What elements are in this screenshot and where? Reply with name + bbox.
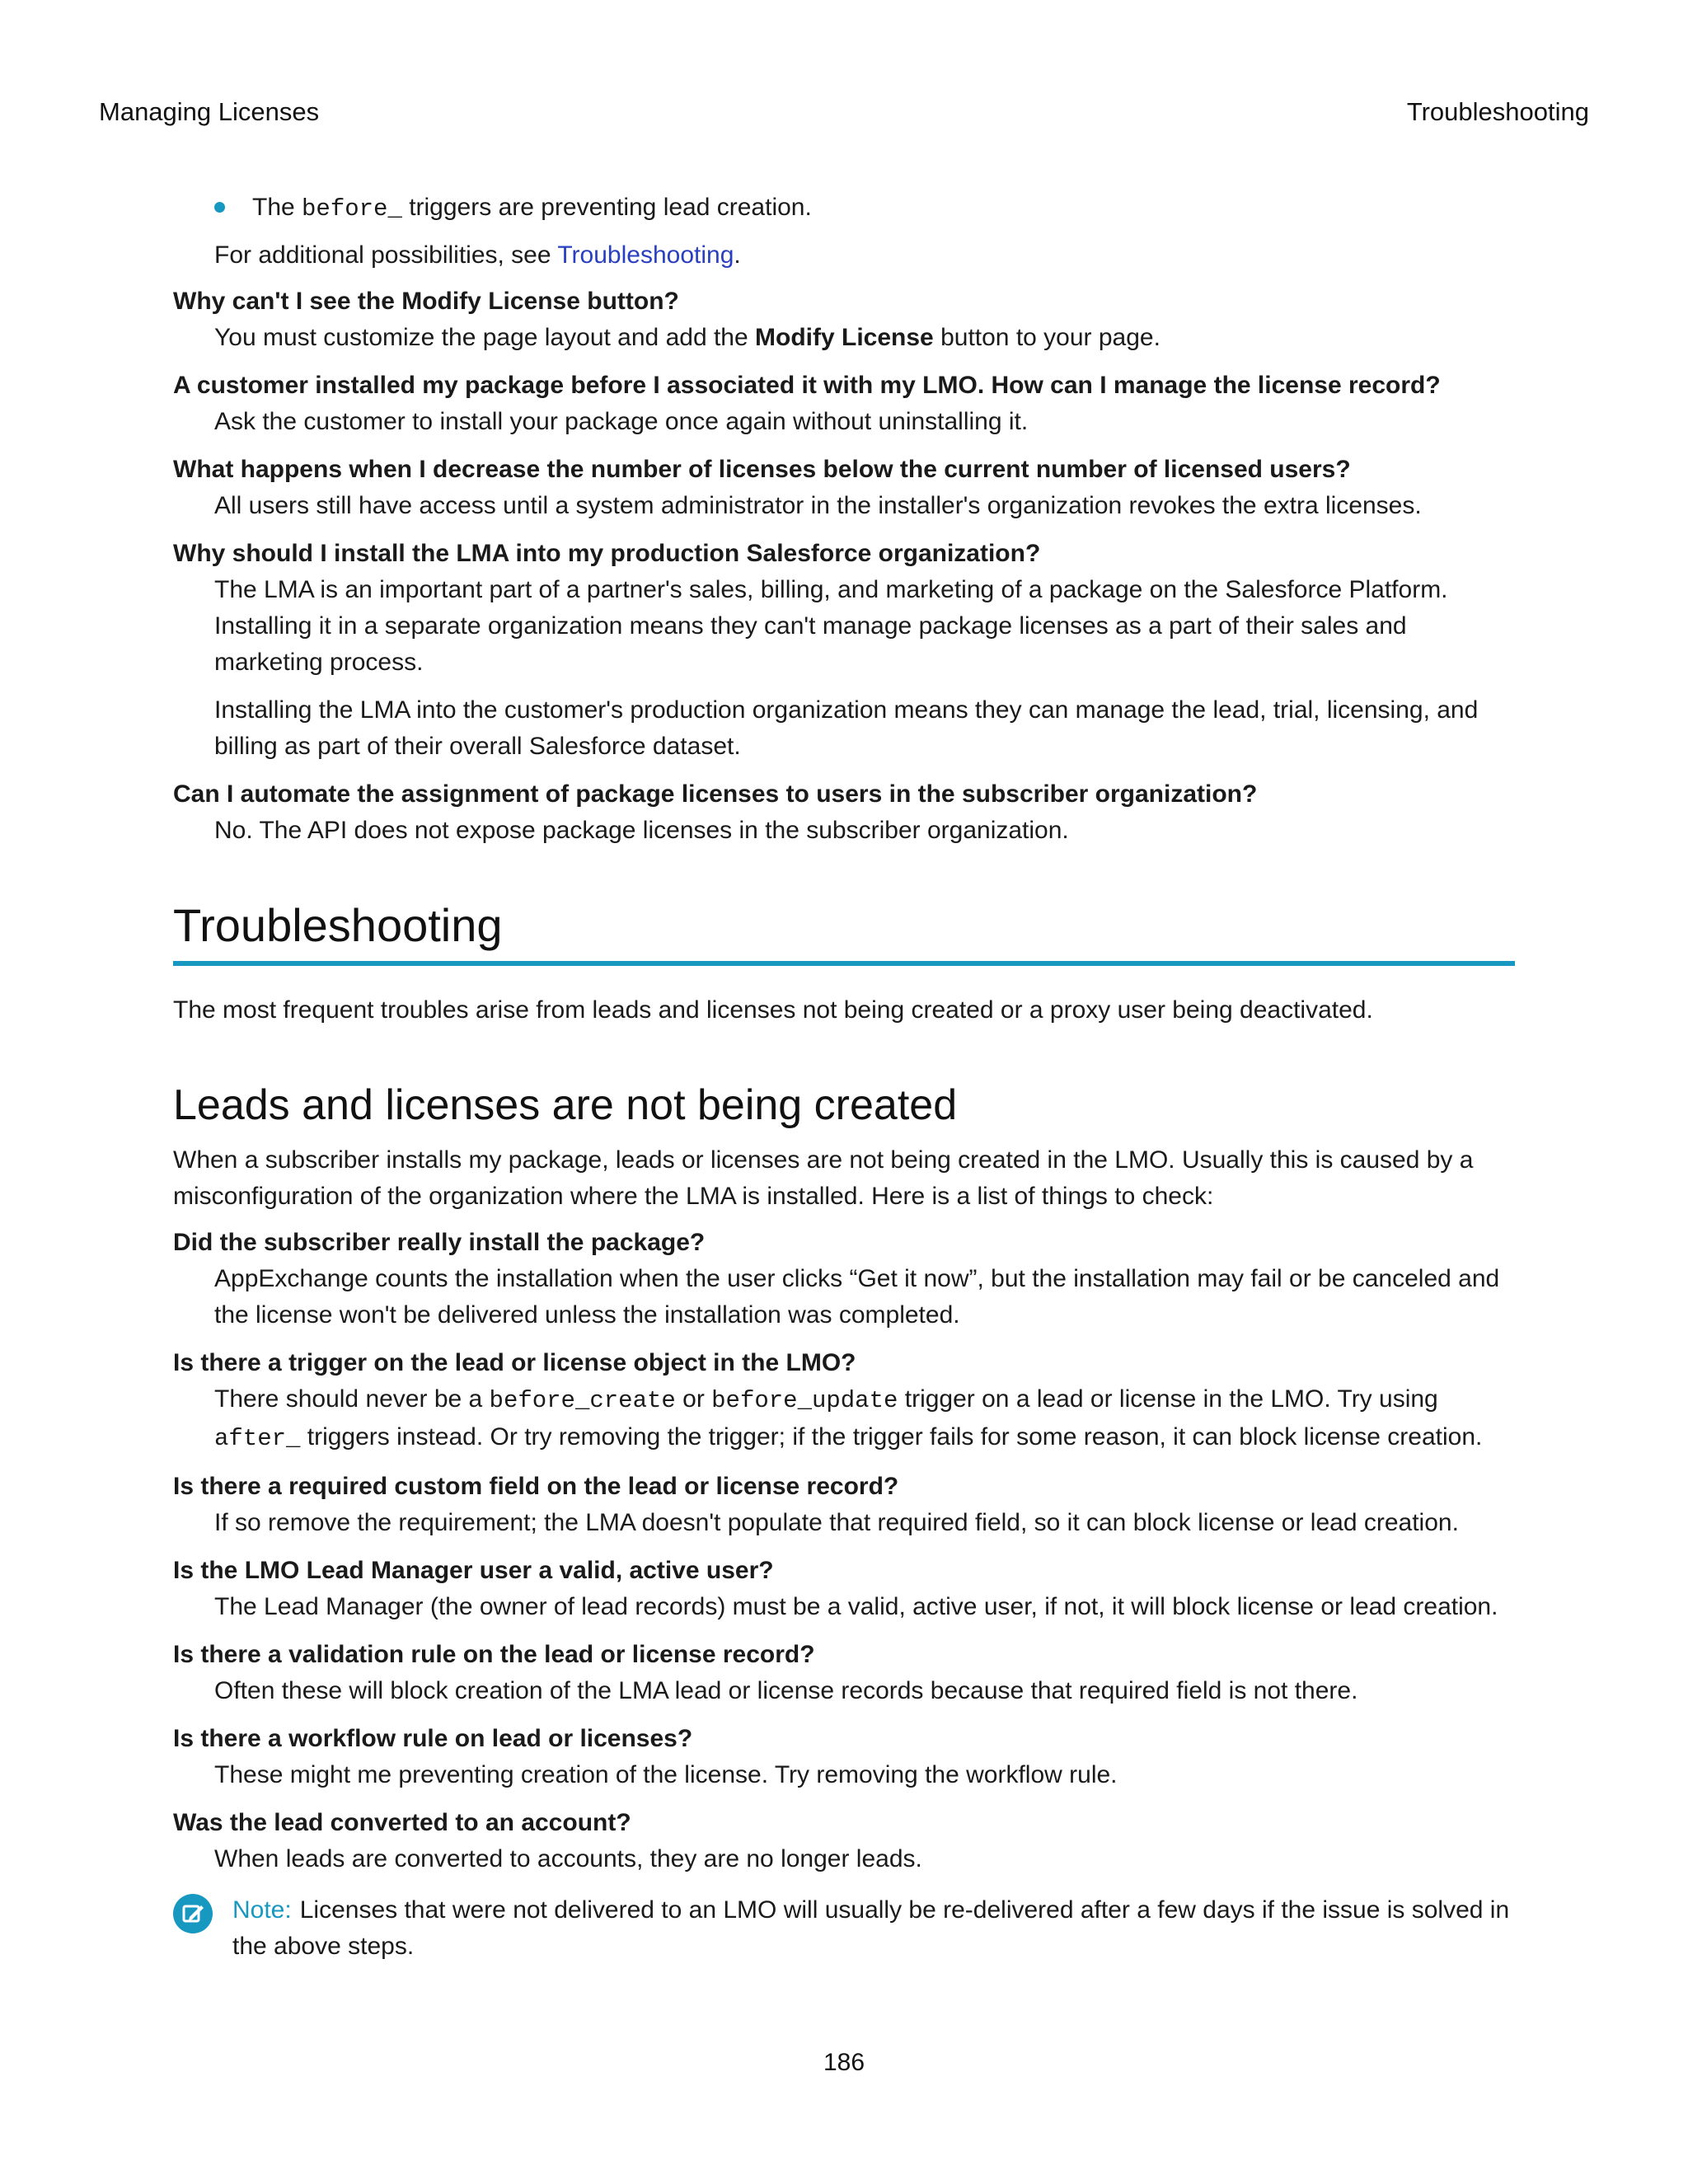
check-item: [173, 1345, 1517, 1457]
answer-code: before_update: [711, 1387, 898, 1414]
faq-item: [173, 368, 1517, 440]
answer-text: trigger on a lead or license in the LMO. Try using: [898, 1385, 1438, 1413]
check-item: [173, 1637, 1517, 1709]
faq-item: [173, 452, 1517, 524]
faq-question: Why should I install the LMA into my production Salesforce organization?: [173, 540, 1041, 567]
check-question: Was the lead converted to an account?: [173, 1809, 631, 1836]
faq-question: Can I automate the assignment of package licenses to users in the subscriber organization?: [173, 780, 1258, 808]
faq-question: What happens when I decrease the number of licenses below the current number of licensed users?: [173, 456, 1351, 483]
faq-item: [173, 776, 1517, 849]
bullet-text-post: triggers are preventing lead creation.: [401, 194, 812, 221]
bullet-code: before_: [302, 195, 402, 223]
faq-answer: The LMA is an important part of a partner's sales, billing, and marketing of a package on the Salesforce Platform. Installing it in a separate organization means they can't manage package licenses as a part of their sales and marketing process.: [214, 576, 1448, 676]
check-question: Is there a trigger on the lead or license object in the LMO?: [173, 1349, 856, 1376]
check-answer: When leads are converted to accounts, they are no longer leads.: [214, 1845, 922, 1872]
edit-note-icon: [173, 1894, 213, 1933]
check-item: [173, 1721, 1517, 1793]
check-answer: If so remove the requirement; the LMA doesn't populate that required field, so it can block license or lead creation.: [214, 1509, 1459, 1536]
bullet-dot-icon: [214, 202, 225, 213]
check-answer: The Lead Manager (the owner of lead records) must be a valid, active user, if not, it will block license or lead creation.: [214, 1593, 1498, 1620]
running-header-left: Managing Licenses: [99, 97, 320, 126]
additional-pre: For additional possibilities, see: [214, 241, 558, 269]
troubleshooting-link[interactable]: Troubleshooting: [557, 241, 734, 269]
page-content: [173, 190, 1517, 1965]
check-item: [173, 1225, 1517, 1333]
check-question: Is the LMO Lead Manager user a valid, active user?: [173, 1557, 774, 1584]
bullet-text-pre: The: [252, 194, 302, 221]
check-question: Is there a workflow rule on lead or licenses?: [173, 1725, 693, 1752]
check-answer: These might me preventing creation of the license. Try removing the workflow rule.: [214, 1761, 1118, 1788]
check-answer: [173, 1381, 1517, 1457]
answer-text: triggers instead. Or try removing the trigger; if the trigger fails for some reason, it can block license creation.: [300, 1423, 1483, 1451]
faq-item: [173, 536, 1517, 765]
check-question: Is there a validation rule on the lead or license record?: [173, 1641, 815, 1668]
faq-answer-post: button to your page.: [933, 324, 1160, 351]
running-header-right: Troubleshooting: [1406, 97, 1589, 126]
troubleshooting-intro: The most frequent troubles arise from leads and licenses not being created or a proxy user being deactivated.: [173, 996, 1373, 1024]
heading-rule: [173, 961, 1515, 966]
faq-answer: [173, 320, 1517, 356]
faq-answer-pre: You must customize the page layout and add the: [214, 324, 756, 351]
faq-answer-continued: Installing the LMA into the customer's production organization means they can manage the lead, trial, licensing, and billing as part of their overall Salesforce dataset.: [214, 696, 1479, 760]
bullet-item: [173, 190, 1517, 227]
faq-item: [173, 284, 1517, 356]
additional-post: .: [734, 241, 741, 269]
answer-text: or: [675, 1385, 712, 1413]
check-answer: AppExchange counts the installation when the user clicks “Get it now”, but the installation may fail or be canceled and the license won't be delivered unless the installation was completed.: [214, 1265, 1500, 1329]
answer-code: before_create: [489, 1387, 676, 1414]
faq-answer-bold: Modify License: [755, 324, 934, 351]
additional-possibilities: [173, 237, 1517, 274]
faq-question: A customer installed my package before I associated it with my LMO. How can I manage the license record?: [173, 372, 1441, 399]
faq-question: Why can't I see the Modify License button?: [173, 288, 679, 315]
faq-answer: Ask the customer to install your package once again without uninstalling it.: [214, 408, 1029, 435]
check-question: Did the subscriber really install the package?: [173, 1229, 706, 1256]
note-label: Note:: [232, 1896, 292, 1924]
leads-intro: When a subscriber installs my package, leads or licenses are not being created in the LMO. Usually this is caused by a misconfiguration of the organization where the LMA is installed. Here is a list of things to check:: [173, 1146, 1474, 1210]
note-callout: [173, 1892, 1517, 1965]
check-item: [173, 1469, 1517, 1541]
check-item: [173, 1805, 1517, 1877]
troubleshooting-heading: Troubleshooting: [173, 899, 503, 951]
faq-answer: All users still have access until a system administrator in the installer's organization revokes the extra licenses.: [214, 492, 1422, 519]
note-text: Licenses that were not delivered to an LMO will usually be re-delivered after a few days if the issue is solved in the above steps.: [232, 1896, 1510, 1960]
answer-text: There should never be a: [214, 1385, 490, 1413]
check-item: [173, 1553, 1517, 1625]
check-question: Is there a required custom field on the lead or license record?: [173, 1473, 899, 1500]
leads-heading: Leads and licenses are not being created: [173, 1081, 958, 1129]
check-answer: Often these will block creation of the LMA lead or license records because that required field is not there.: [214, 1677, 1358, 1704]
answer-code: after_: [214, 1425, 301, 1452]
faq-answer: No. The API does not expose package licenses in the subscriber organization.: [214, 817, 1069, 844]
page-number: 186: [823, 2049, 865, 2076]
